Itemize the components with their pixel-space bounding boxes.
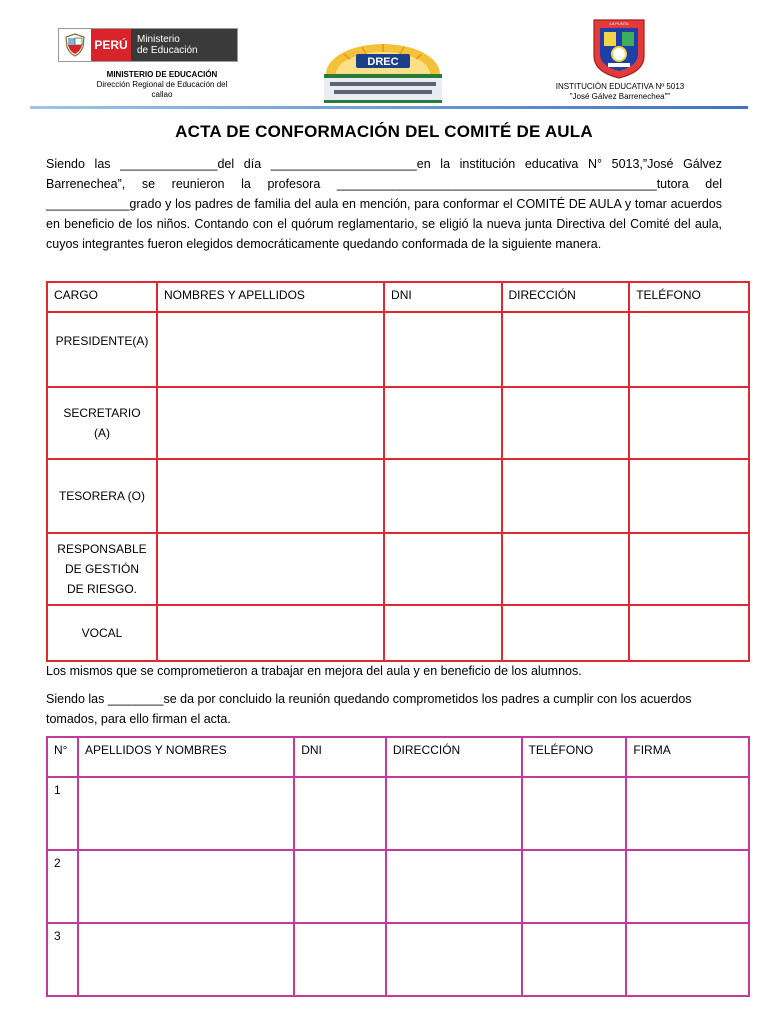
cargo-cell [47, 387, 157, 459]
signature-table-header [47, 737, 749, 777]
phone-input-cell[interactable] [629, 459, 749, 533]
table-row [47, 605, 749, 661]
phone-input-cell[interactable] [522, 850, 627, 923]
column-header-signature: FIRMA [626, 737, 749, 777]
column-header-cargo: CARGO [47, 282, 157, 312]
regional-direction-line2: callao [151, 90, 173, 99]
cargo-label: SECRETARIO [63, 406, 141, 420]
signature-table [46, 736, 750, 997]
school-emblem [588, 16, 650, 80]
table-row [47, 850, 749, 923]
table-row [47, 312, 749, 387]
names-input-cell[interactable] [157, 605, 384, 661]
cargo-label: RESPONSABLE [57, 542, 147, 556]
phone-input-cell[interactable] [522, 777, 627, 850]
column-header-phone: TELÉFONO [629, 282, 749, 312]
cargo-label-line2: (A) [93, 426, 110, 440]
peru-label: PERÚ [91, 29, 131, 61]
school-name: INSTITUCIÓN EDUCATIVA Nº 5013 [555, 82, 685, 91]
ministry-logo-text [131, 29, 237, 61]
column-header-dni: DNI [294, 737, 386, 777]
address-input-cell[interactable] [502, 387, 630, 459]
closing-paragraph: Siendo las ________se da por concluido la reunión quedando comprometidos los padres a cumplir con los acuerdos tomados, para ello firman el acta. [46, 692, 692, 726]
document-header [0, 0, 768, 112]
address-input-cell[interactable] [502, 312, 630, 387]
header-divider [30, 106, 748, 109]
ministry-logo-line1: Ministerio [137, 34, 180, 45]
names-input-cell[interactable] [78, 923, 294, 996]
phone-input-cell[interactable] [629, 387, 749, 459]
ministry-caption [82, 70, 242, 100]
phone-input-cell[interactable] [629, 533, 749, 605]
address-input-cell[interactable] [386, 777, 522, 850]
address-input-cell[interactable] [386, 923, 522, 996]
committee-table-header [47, 282, 749, 312]
column-header-names: NOMBRES Y APELLIDOS [157, 282, 384, 312]
table-row [47, 387, 749, 459]
table-row [47, 777, 749, 850]
names-input-cell[interactable] [78, 850, 294, 923]
cargo-cell [47, 459, 157, 533]
dni-input-cell[interactable] [384, 533, 501, 605]
names-input-cell[interactable] [157, 387, 384, 459]
column-header-address: DIRECCIÓN [386, 737, 522, 777]
signature-input-cell[interactable] [626, 850, 749, 923]
peru-coat-of-arms-icon [59, 29, 91, 61]
names-input-cell[interactable] [157, 312, 384, 387]
address-input-cell[interactable] [502, 533, 630, 605]
row-number: 3 [47, 923, 78, 996]
table-row [47, 923, 749, 996]
dni-input-cell[interactable] [384, 459, 501, 533]
school-caption [540, 82, 700, 102]
phone-input-cell[interactable] [522, 923, 627, 996]
column-header-number: N° [47, 737, 78, 777]
signature-input-cell[interactable] [626, 777, 749, 850]
names-input-cell[interactable] [157, 459, 384, 533]
cargo-cell [47, 605, 157, 661]
intro-paragraph: Siendo las ______________del día _____________________en la institución educativa N° 5013,”José Gálvez Barrenechea”, se reunieron la profesora ______________________________________________tutora del ____________grado y los padres de familia del aula en mención, para conformar el COMITÉ DE AULA y tomar acuerdos en beneficio de los niños. Contando con el quórum reglamentario, se eligió la nueva junta Directiva del Comité del aula, cuyos integrantes fueron elegidos democráticamente quedando conformada de la siguiente manera. [46, 157, 722, 251]
column-header-address: DIRECCIÓN [502, 282, 630, 312]
school-emblem-caption: LA PUNTA [609, 21, 629, 26]
dni-input-cell[interactable] [294, 923, 386, 996]
cargo-cell [47, 533, 157, 605]
document-title: ACTA DE CONFORMACIÓN DEL COMITÉ DE AULA [175, 122, 593, 141]
cargo-label: VOCAL [81, 626, 123, 640]
address-input-cell[interactable] [502, 605, 630, 661]
drec-label: DREC [367, 56, 399, 68]
address-input-cell[interactable] [386, 850, 522, 923]
dni-input-cell[interactable] [384, 312, 501, 387]
cargo-label: TESORERA (O) [58, 489, 145, 503]
dni-input-cell[interactable] [384, 387, 501, 459]
ministry-logo-line2: de Educación [137, 45, 198, 56]
dni-input-cell[interactable] [294, 777, 386, 850]
table-row [47, 533, 749, 605]
address-input-cell[interactable] [502, 459, 630, 533]
commitment-paragraph: Los mismos que se comprometieron a trabajar en mejora del aula y en beneficio de los alumnos. [46, 664, 582, 678]
school-subname: "José Gálvez Barrenechea"" [569, 92, 671, 101]
names-input-cell[interactable] [157, 533, 384, 605]
cargo-cell [47, 312, 157, 387]
table-row [47, 459, 749, 533]
ministry-name: MINISTERIO DE EDUCACIÓN [106, 70, 218, 79]
dni-input-cell[interactable] [384, 605, 501, 661]
names-input-cell[interactable] [78, 777, 294, 850]
phone-input-cell[interactable] [629, 312, 749, 387]
cargo-label-line3: DE RIESGO. [66, 582, 137, 596]
row-number: 1 [47, 777, 78, 850]
signature-input-cell[interactable] [626, 923, 749, 996]
drec-logo [322, 40, 444, 104]
cargo-label-line2: DE GESTIÓN [64, 562, 139, 576]
dni-input-cell[interactable] [294, 850, 386, 923]
committee-table [46, 281, 750, 662]
row-number: 2 [47, 850, 78, 923]
regional-direction-line1: Dirección Regional de Educación del [96, 80, 228, 89]
minedu-logo [58, 28, 238, 62]
phone-input-cell[interactable] [629, 605, 749, 661]
column-header-phone: TELÉFONO [522, 737, 627, 777]
column-header-names: APELLIDOS Y NOMBRES [78, 737, 294, 777]
column-header-dni: DNI [384, 282, 501, 312]
cargo-label: PRESIDENTE(A) [55, 334, 149, 348]
